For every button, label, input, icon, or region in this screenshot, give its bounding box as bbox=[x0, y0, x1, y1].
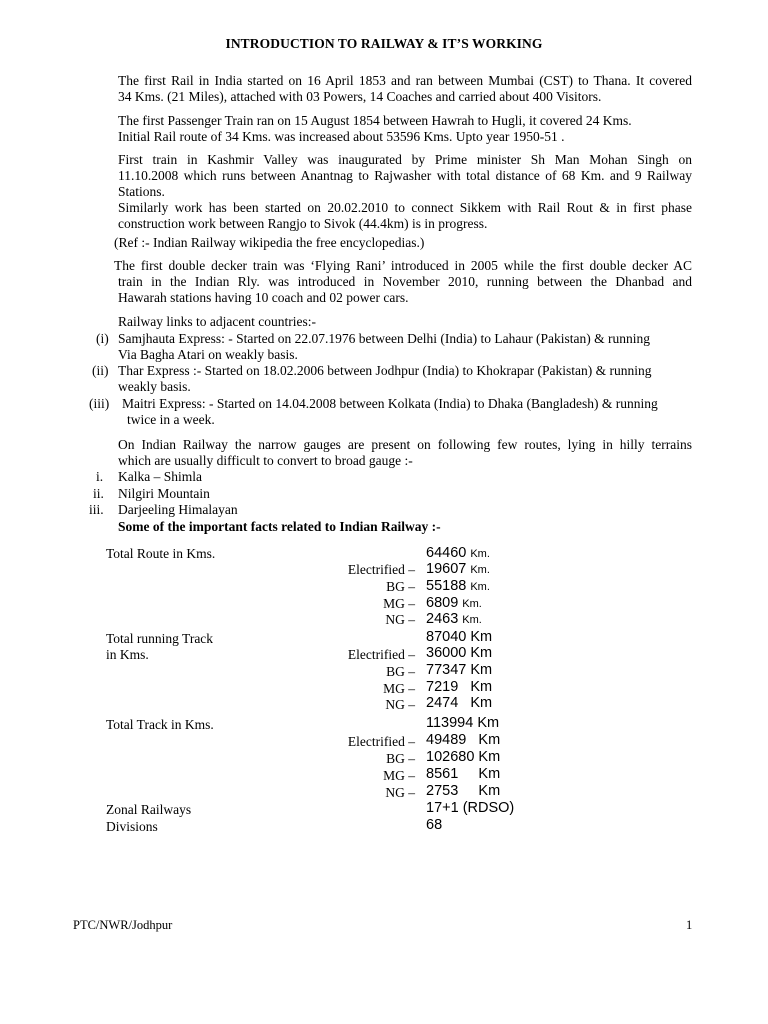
running-total: 87040 Km bbox=[426, 629, 493, 645]
list-marker: i. bbox=[96, 469, 104, 484]
facts-label-zonal: Zonal Railways bbox=[106, 802, 192, 817]
paragraph-kashmir-sikkim bbox=[118, 152, 692, 232]
list-item-text: Thar Express :- Started on 18.02.2006 between Jodhpur (India) to Khokrapar (Pakistan) & running bbox=[118, 363, 652, 378]
page-title: INTRODUCTION TO RAILWAY & IT’S WORKING bbox=[225, 36, 543, 51]
reference-note: (Ref :- Indian Railway wikipedia the free encyclopedias.) bbox=[114, 235, 425, 250]
text-line: Initial Rail route of 34 Kms. was increased about 53596 Kms. Upto year 1950-51 . bbox=[118, 129, 565, 144]
list-item-text: Via Bagha Atari on weakly basis. bbox=[118, 347, 298, 362]
running-bg-label: BG – bbox=[386, 664, 415, 679]
track-electrified-label: Electrified – bbox=[347, 734, 415, 749]
list-item-text: twice in a week. bbox=[127, 412, 215, 427]
facts-heading: Some of the important facts related to Indian Railway :- bbox=[118, 519, 441, 534]
running-electrified: 36000 Km bbox=[426, 645, 493, 661]
links-heading: Railway links to adjacent countries:- bbox=[118, 314, 316, 329]
list-marker: iii. bbox=[89, 502, 104, 517]
facts-label-running: Total running Track bbox=[106, 631, 214, 646]
text-line: The first Passenger Train ran on 15 August 1854 between Hawrah to Hugli, it covered 24 Kms. bbox=[118, 113, 632, 128]
text-line: 11.10.2008 which runs between Anantnag to Rajwasher with total distance of 68 Km. and 9 Railway bbox=[118, 168, 692, 183]
text-line: which are usually difficult to convert to broad gauge :- bbox=[118, 453, 413, 468]
list-item-text: Samjhauta Express: - Started on 22.07.1976 between Delhi (India) to Lahaur (Pakistan) & running bbox=[118, 331, 650, 346]
route-mg-label: MG – bbox=[383, 596, 415, 611]
list-item-text: Kalka – Shimla bbox=[118, 469, 202, 484]
paragraph-narrow-gauges bbox=[118, 437, 692, 469]
divisions-value: 68 bbox=[426, 817, 443, 833]
track-ng-label: NG – bbox=[385, 785, 415, 800]
footer-left: PTC/NWR/Jodhpur bbox=[73, 918, 173, 932]
paragraph-first-passenger-train bbox=[118, 113, 692, 145]
running-mg-label: MG – bbox=[383, 681, 415, 696]
fact-unit: Km. bbox=[470, 564, 490, 576]
running-bg: 77347 Km bbox=[426, 662, 493, 678]
fact-value: 55188 bbox=[426, 578, 467, 594]
fact-value: 6809 bbox=[426, 595, 459, 611]
fact-unit: Km. bbox=[462, 614, 482, 626]
text-line: Similarly work has been started on 20.02.2010 to connect Sikkem with Rail Rout & in first phase bbox=[118, 200, 692, 215]
fact-unit: Km. bbox=[462, 598, 482, 610]
track-mg: 8561 Km bbox=[426, 766, 501, 782]
facts-label-running-2: in Kms. bbox=[106, 647, 149, 662]
text-line: 34 Kms. (21 Miles), attached with 03 Powers, 14 Coaches and carried about 400 Visitors. bbox=[118, 89, 602, 104]
track-bg: 102680 Km bbox=[426, 749, 501, 765]
text-line: Hawarah stations having 10 coach and 02 power cars. bbox=[118, 290, 409, 305]
paragraph-first-rail bbox=[118, 73, 692, 105]
text-line: Stations. bbox=[118, 184, 165, 199]
route-total-unit: Km. bbox=[470, 548, 490, 560]
track-bg-label: BG – bbox=[386, 751, 415, 766]
page-number: 1 bbox=[686, 918, 693, 932]
list-marker: (ii) bbox=[92, 363, 109, 378]
text-line: On Indian Railway the narrow gauges are present on following few routes, lying in hilly terrains bbox=[118, 437, 692, 452]
text-line: train in the Indian Rly. was introduced in November 2010, running between the Dhanbad and bbox=[118, 274, 692, 289]
list-marker: (i) bbox=[96, 331, 109, 346]
text-line: The first double decker train was ‘Flying Rani’ introduced in 2005 while the first double decker AC bbox=[114, 258, 692, 273]
paragraph-double-decker bbox=[114, 258, 692, 306]
fact-value: 19607 bbox=[426, 561, 467, 577]
fact-unit: Km. bbox=[470, 581, 490, 593]
list-marker: (iii) bbox=[89, 396, 110, 411]
running-electrified-label: Electrified – bbox=[347, 647, 415, 662]
route-electrified bbox=[426, 560, 490, 578]
track-electrified: 49489 Km bbox=[426, 732, 501, 748]
list-item-text: Maitri Express: - Started on 14.04.2008 between Kolkata (India) to Dhaka (Bangladesh) & running bbox=[122, 396, 658, 411]
fact-value: 2463 bbox=[426, 611, 459, 627]
facts-label-divisions: Divisions bbox=[106, 819, 158, 834]
route-ng-label: NG – bbox=[385, 612, 415, 627]
list-marker: ii. bbox=[93, 486, 104, 501]
list-item-text: Nilgiri Mountain bbox=[118, 486, 210, 501]
running-mg: 7219 Km bbox=[426, 679, 493, 695]
zonal-value: 17+1 (RDSO) bbox=[426, 800, 515, 816]
text-line: The first Rail in India started on 16 April 1853 and ran between Mumbai (CST) to Thana. It covered bbox=[118, 73, 692, 88]
track-ng: 2753 Km bbox=[426, 783, 501, 799]
facts-label-track: Total Track in Kms. bbox=[106, 717, 214, 732]
track-mg-label: MG – bbox=[383, 768, 415, 783]
text-line: First train in Kashmir Valley was inaugurated by Prime minister Sh Man Mohan Singh on bbox=[118, 152, 692, 167]
route-ng bbox=[426, 610, 482, 628]
text-line: construction work between Rangjo to Sivok (44.4km) is in progress. bbox=[118, 216, 488, 231]
track-total: 113994 Km bbox=[426, 715, 500, 731]
facts-label-route: Total Route in Kms. bbox=[106, 546, 216, 561]
route-total-value: 64460 bbox=[426, 545, 467, 561]
list-item-text: weakly basis. bbox=[118, 379, 191, 394]
running-ng: 2474 Km bbox=[426, 695, 493, 711]
running-ng-label: NG – bbox=[385, 697, 415, 712]
route-bg bbox=[426, 577, 490, 595]
route-electrified-label: Electrified – bbox=[347, 562, 415, 577]
list-item-text: Darjeeling Himalayan bbox=[118, 502, 238, 517]
route-bg-label: BG – bbox=[386, 579, 415, 594]
